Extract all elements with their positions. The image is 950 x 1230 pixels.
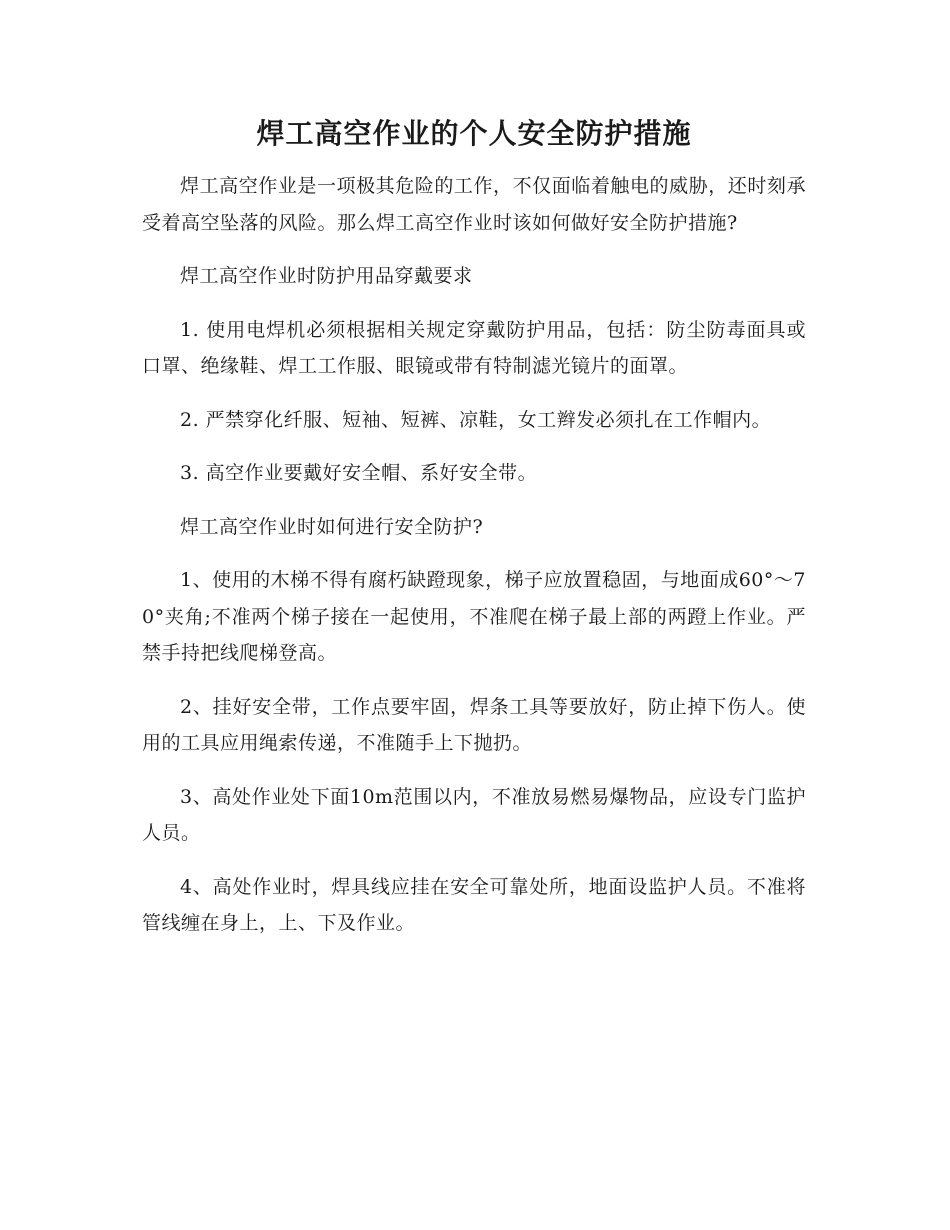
section-heading-protection: 焊工高空作业时如何进行安全防护?	[180, 515, 484, 538]
ppe-item-1: 1. 使用电焊机必须根据相关规定穿戴防护用品，包括：防尘防毒面具或口罩、绝缘鞋、焊工工作服、眼镜或带有特制滤光镜片的面罩。	[142, 318, 806, 377]
ppe-item-2: 2. 严禁穿化纤服、短袖、短裤、凉鞋，女工辫发必须扎在工作帽内。	[180, 408, 772, 431]
protection-item-3: 3、高处作业处下面10m范围以内，不准放易燃易爆物品，应设专门监护人员。	[142, 785, 806, 844]
document-title: 焊工高空作业的个人安全防护措施	[256, 117, 692, 150]
section-heading-ppe: 焊工高空作业时防护用品穿戴要求	[180, 265, 473, 287]
intro-paragraph: 焊工高空作业是一项极其危险的工作，不仅面临着触电的威胁，还时刻承受着高空坠落的风险。那么焊工高空作业时该如何做好安全防护措施?	[142, 175, 806, 234]
protection-item-1: 1、使用的木梯不得有腐朽缺蹬现象，梯子应放置稳固，与地面成60°～70°夹角;不准两个梯子接在一起使用，不准爬在梯子最上部的两蹬上作业。严禁手持把线爬梯登高。	[142, 569, 806, 664]
protection-item-4: 4、高处作业时，焊具线应挂在安全可靠处所，地面设监护人员。不准将管线缠在身上，上、下及作业。	[142, 875, 806, 934]
ppe-item-3: 3. 高空作业要戴好安全帽、系好安全带。	[180, 462, 538, 484]
protection-item-2: 2、挂好安全带，工作点要牢固，焊条工具等要放好，防止掉下伤人。使用的工具应用绳索传递，不准随手上下抛扔。	[142, 695, 806, 754]
